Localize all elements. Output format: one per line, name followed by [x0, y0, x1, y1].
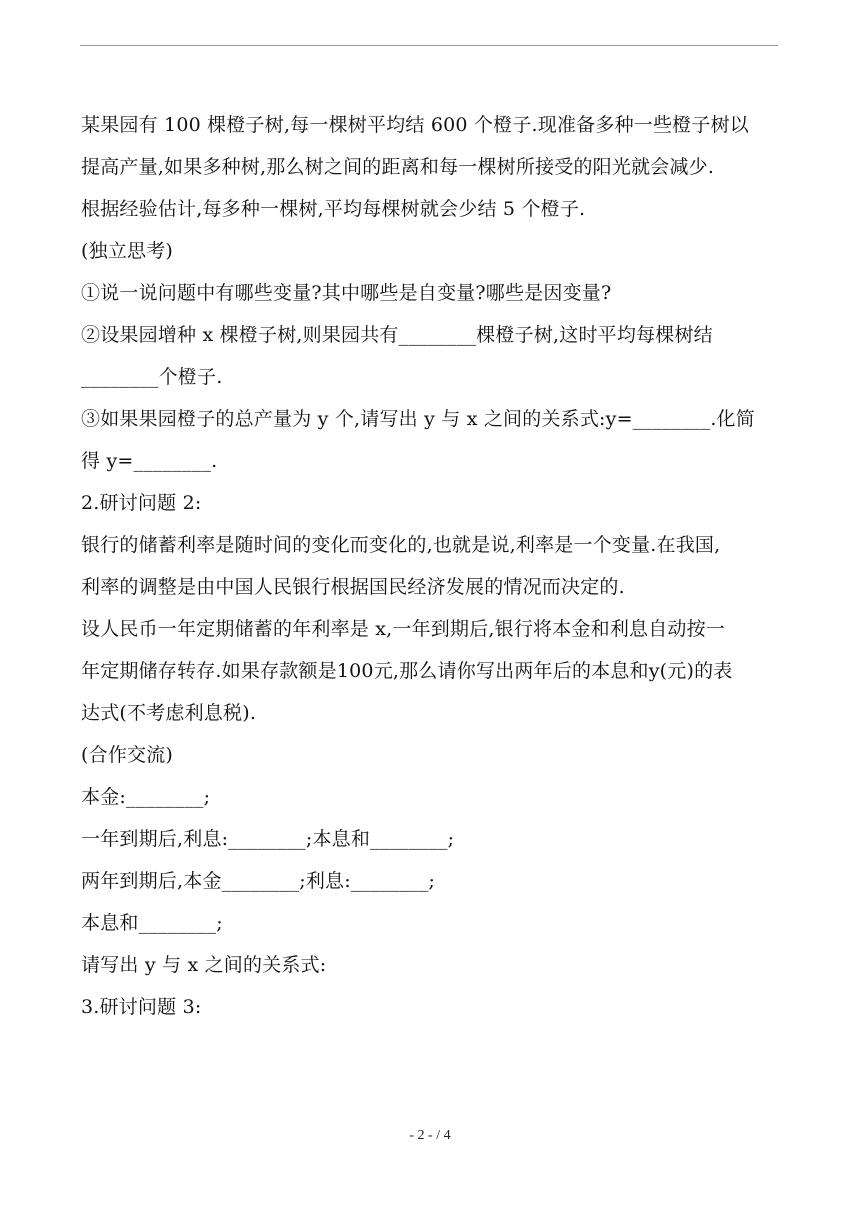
text-line: 年定期储存转存.如果存款额是100元,那么请你写出两年后的本息和y(元)的表: [81, 660, 733, 682]
fill-blank-line: 本息和________;: [81, 912, 223, 934]
page-number: - 2 - / 4: [409, 1128, 451, 1143]
text-line: 某果园有 100 棵橙子树,每一棵树平均结 600 个橙子.现准备多种一些橙子树以: [81, 114, 749, 136]
fill-blank-line: 本金:________;: [81, 786, 211, 808]
document-body: [81, 104, 781, 1028]
text-line: (独立思考): [81, 240, 174, 262]
text-line: 银行的储蓄利率是随时间的变化而变化的,也就是说,利率是一个变量.在我国,: [81, 534, 721, 556]
question-item: ②设果园增种 x 棵橙子树,则果园共有________棵橙子树,这时平均每棵树结: [81, 324, 713, 346]
text-line: 请写出 y 与 x 之间的关系式:: [81, 954, 327, 976]
fill-blank-line: 两年到期后,本金________;利息:________;: [81, 870, 436, 892]
section-heading: 2.研讨问题 2:: [81, 492, 202, 514]
question-item: ________个橙子.: [81, 366, 223, 388]
question-item: 得 y=________.: [81, 450, 218, 472]
section-heading: 3.研讨问题 3:: [81, 996, 202, 1018]
fill-blank-line: 一年到期后,利息:________;本息和________;: [81, 828, 455, 850]
text-line: 达式(不考虑利息税).: [81, 702, 257, 724]
question-item: ①说一说问题中有哪些变量?其中哪些是自变量?哪些是因变量?: [81, 282, 612, 304]
header-rule: [80, 45, 778, 46]
question-item: ③如果果园橙子的总产量为 y 个,请写出 y 与 x 之间的关系式:y=________.化简: [81, 408, 755, 430]
text-line: 设人民币一年定期储蓄的年利率是 x,一年到期后,银行将本金和利息自动按一: [81, 618, 726, 640]
text-line: 根据经验估计,每多种一棵树,平均每棵树就会少结 5 个橙子.: [81, 198, 586, 220]
text-line: 提高产量,如果多种树,那么树之间的距离和每一棵树所接受的阳光就会减少.: [81, 156, 715, 178]
text-line: (合作交流): [81, 744, 174, 766]
text-line: 利率的调整是由中国人民银行根据国民经济发展的情况而决定的.: [81, 576, 625, 598]
